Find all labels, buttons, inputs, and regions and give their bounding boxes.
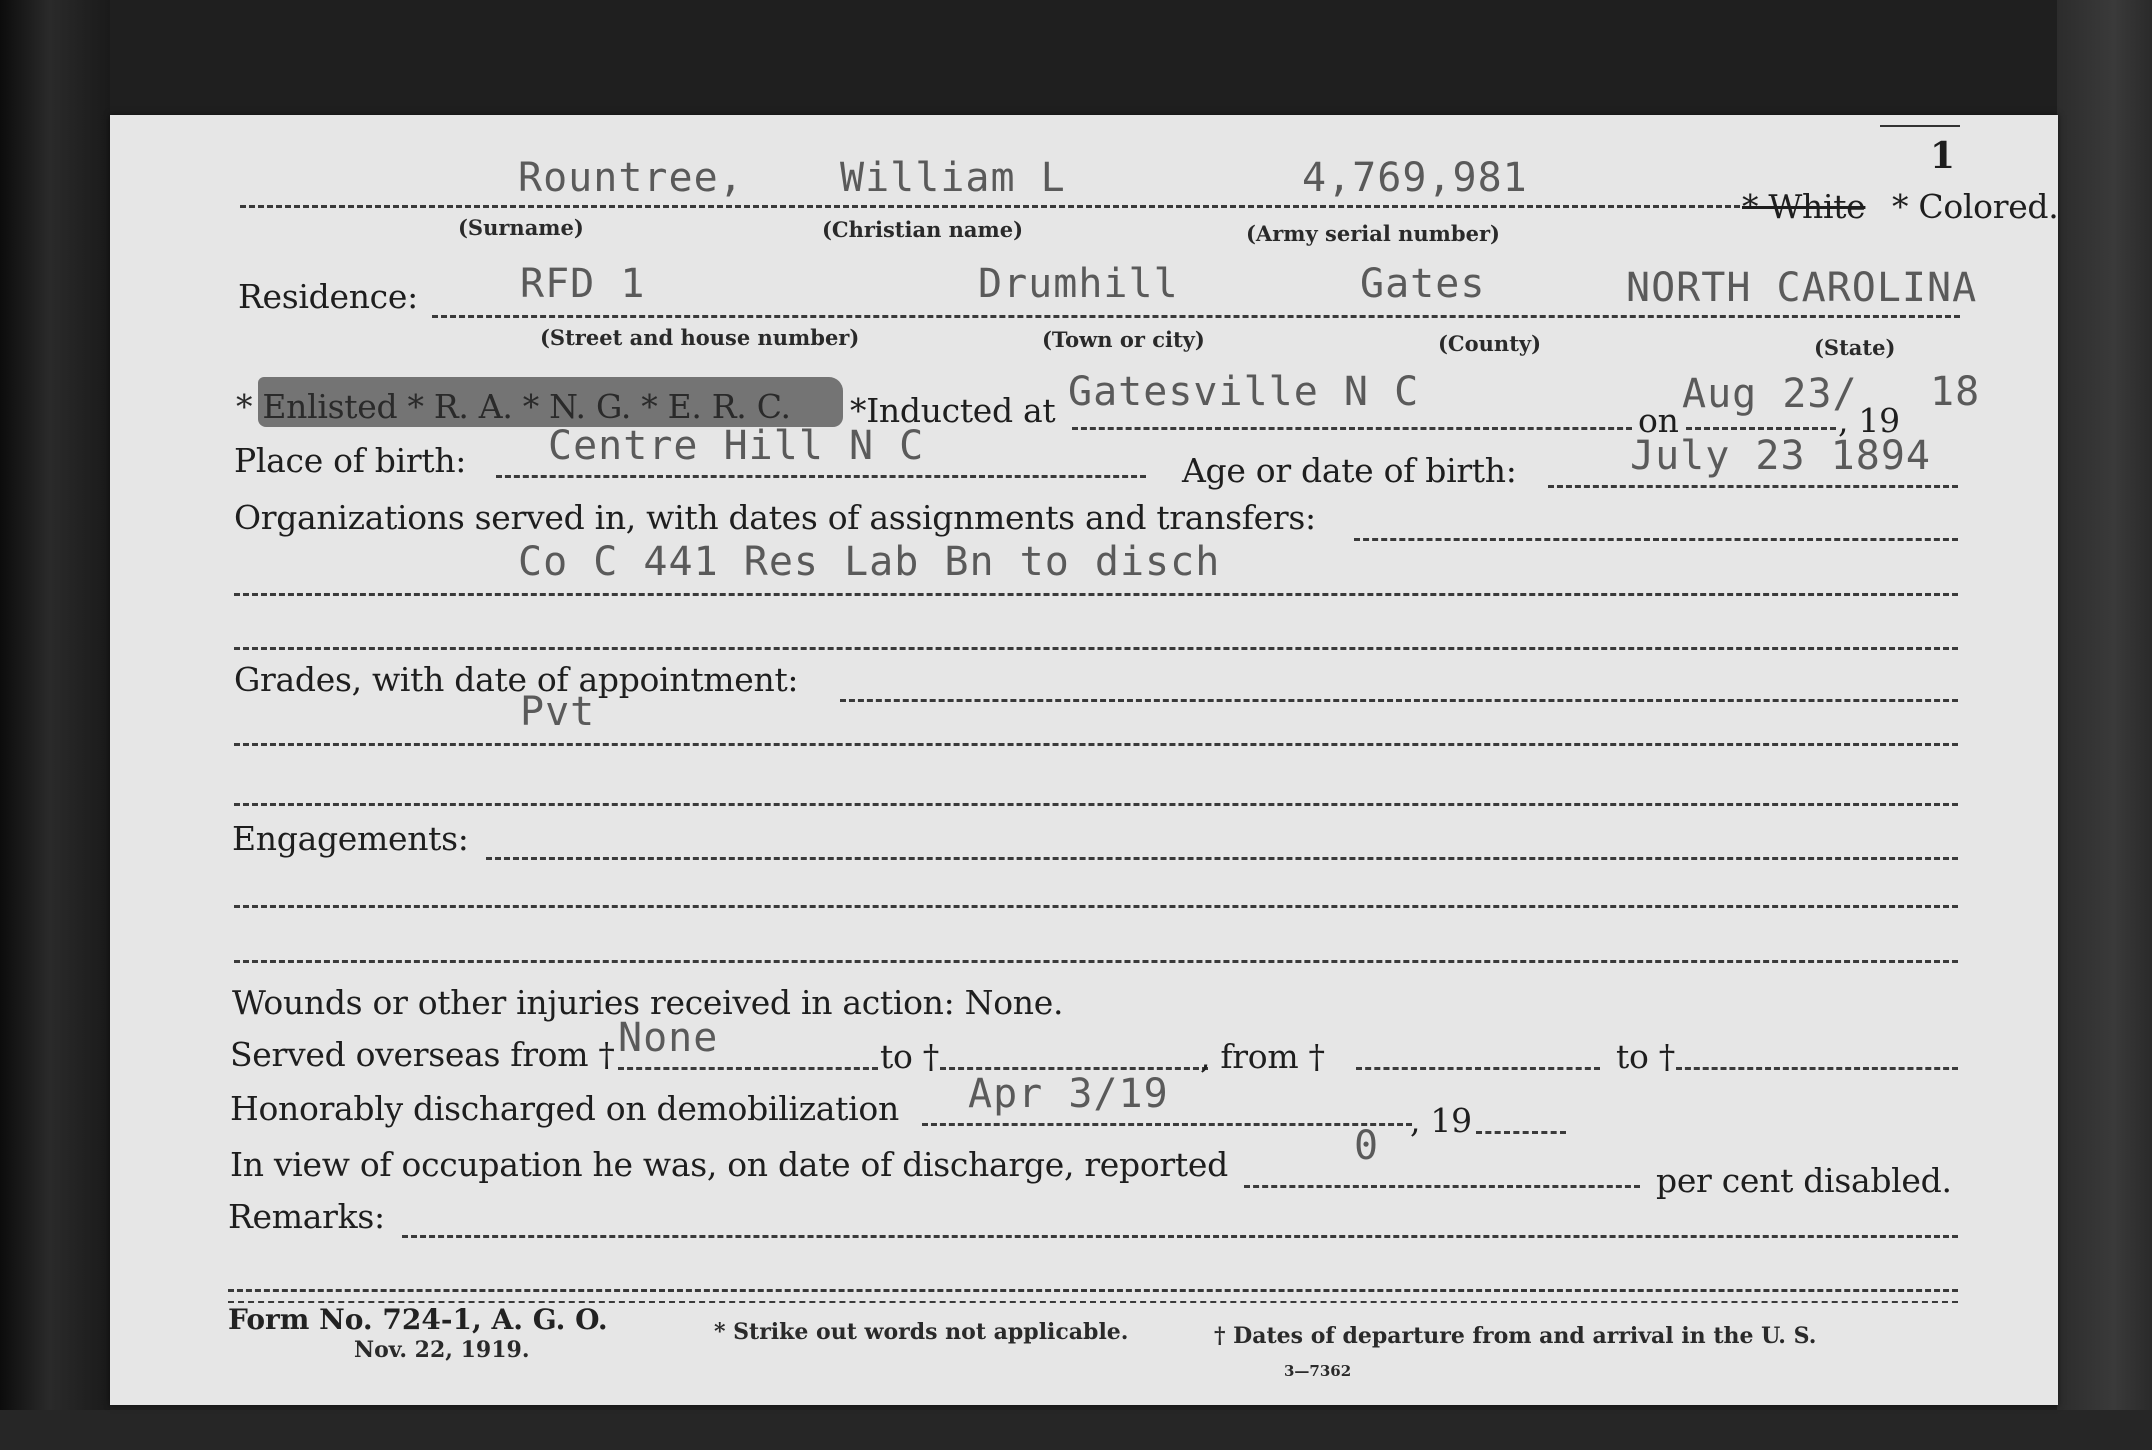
engagements-line-1 [486,857,1958,860]
age-label: Age or date of birth: [1182,451,1517,490]
white-label-text: * White [1742,187,1866,226]
on-label: on [1638,401,1679,440]
organizations-line-3 [234,647,1958,650]
grades-value: Pvt [520,689,596,735]
disability-line [1244,1185,1640,1188]
residence-line [432,315,1960,318]
organizations-label: Organizations served in, with dates of assignments and transfers: [234,498,1316,537]
strike-note: * Strike out words not applicable. [714,1319,1129,1345]
residence-town-value: Drumhill [978,261,1179,307]
discharge-date-line [922,1123,1412,1126]
grades-label: Grades, with date of appointment: [234,660,799,699]
residence-label: Residence: [238,277,418,316]
overseas-from-value: None [618,1015,719,1061]
residence-county-value: Gates [1360,261,1486,307]
dates-note: † Dates of departure from and arrival in the U. S. [1214,1323,1817,1349]
overseas-to-line [940,1067,1208,1070]
inducted-year-value: 18 [1930,369,1981,415]
disability-label: In view of occupation he was, on date of discharge, reported [230,1145,1228,1184]
christian-name-value: William L [840,155,1066,201]
form-number: Form No. 724-1, A. G. O. [228,1303,608,1336]
overseas-to2-line [1676,1067,1958,1070]
wounds-label: Wounds or other injuries received in action: None. [232,983,1064,1022]
engagements-line-3 [234,960,1958,963]
grades-line-3 [234,803,1958,806]
surname-caption: (Surname) [458,215,584,240]
engagements-label: Engagements: [232,819,469,858]
discharge-year-line [1476,1131,1566,1134]
discharge-date-value: Apr 3/19 [968,1071,1169,1117]
discharge-year-label: , 19 [1410,1101,1472,1140]
white-label [1742,187,1865,226]
place-of-birth-line [496,475,1146,478]
remarks-line-2 [228,1289,1958,1292]
inducted-date-line [1686,427,1836,430]
county-caption: (County) [1438,331,1542,356]
year-prefix: , 19 [1838,401,1900,440]
name-line [240,205,1740,208]
overseas-from2-line [1356,1067,1600,1070]
colored-label: * Colored. [1892,187,2059,226]
page-number-rule [1880,125,1960,127]
street-caption: (Street and house number) [540,325,860,350]
grades-line-2 [234,743,1958,746]
overseas-from2-label: , from † [1200,1037,1325,1076]
disability-suffix: per cent disabled. [1656,1161,1952,1200]
form-date: Nov. 22, 1919. [354,1337,530,1363]
organizations-line-1 [1354,538,1958,541]
inducted-line [1072,427,1632,430]
engagements-line-2 [234,905,1958,908]
overseas-label: Served overseas from † [230,1035,615,1074]
organizations-value: Co C 441 Res Lab Bn to disch [518,539,1221,585]
service-record-card [110,115,2058,1405]
inducted-date-value: Aug 23/ [1682,371,1858,417]
scan-margin-right [2057,0,2152,1450]
serial-number-caption: (Army serial number) [1246,221,1500,246]
birth-date-value: July 23 1894 [1630,433,1931,479]
place-of-birth-label: Place of birth: [234,441,467,480]
scan-margin-left [0,0,110,1450]
scan-margin-bottom [0,1410,2152,1450]
serial-number-value: 4,769,981 [1302,155,1528,201]
remarks-line-1 [402,1235,1958,1238]
residence-state-value: NORTH CAROLINA [1626,265,1978,311]
disability-value: 0 [1354,1123,1380,1169]
enlisted-label: * Enlisted * R. A. * N. G. * E. R. C. [236,387,791,426]
overseas-to-label: to † [880,1037,939,1076]
place-of-birth-value: Centre Hill N C [548,423,925,469]
print-code: 3—7362 [1284,1362,1352,1380]
christian-name-caption: (Christian name) [822,217,1024,242]
inducted-place-value: Gatesville N C [1068,369,1420,415]
residence-street-value: RFD 1 [520,261,646,307]
discharge-label: Honorably discharged on demobilization [230,1089,899,1128]
remarks-label: Remarks: [228,1197,385,1236]
surname-value: Rountree, [518,155,744,201]
page-number: 1 [1930,135,1956,177]
birth-date-line [1548,485,1958,488]
overseas-to2-label: to † [1616,1037,1675,1076]
state-caption: (State) [1814,335,1896,360]
organizations-line-2 [234,593,1958,596]
grades-line-1 [840,699,1958,702]
inducted-label: *Inducted at [850,391,1056,430]
overseas-from-line [618,1067,878,1070]
town-caption: (Town or city) [1042,327,1205,352]
